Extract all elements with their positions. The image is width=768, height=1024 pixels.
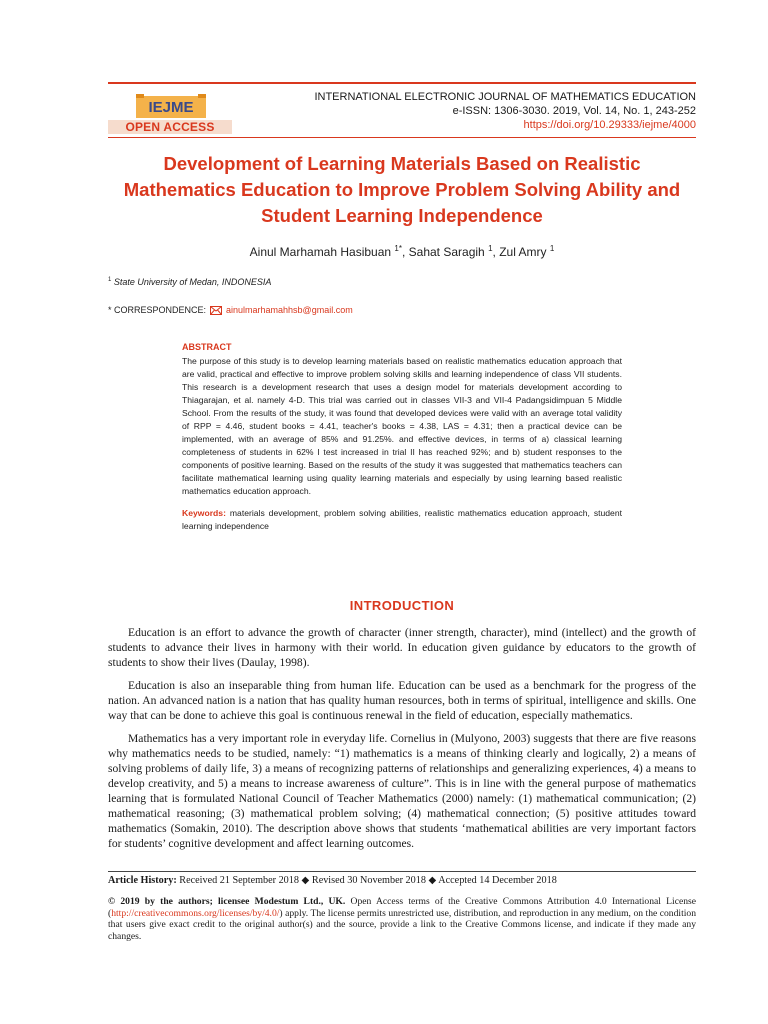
author-name: Ainul Marhamah Hasibuan	[249, 245, 392, 259]
affiliation	[108, 277, 271, 287]
open-access-badge: OPEN ACCESS	[108, 120, 232, 134]
keywords	[182, 507, 622, 533]
abstract-text: The purpose of this study is to develop learning materials based on realistic mathematics education approach that are valid, practical and effective to improve problem solving skills and learning independence of class VII students. This research is a development research that uses a design model for materials development according to Thiagarajan, et al. namely 4-D. This trial was carried out in classes VII-3 and VII-4 Padangsidimpuan 5 Middle School. From the results of the study, it was found that developed devices were valid with an average total validity of RPP = 4.46, student books = 4.41, teacher's books = 4.38, LAS = 4.31; then a practical device can be implemented, with an average of 85% and 91.25%. and effective devices, in terms of a) classical learning completeness of students in 62% I test increased in trial II has reached 92%; and b) student responses to the components of positive learning. Based on the results of the study it was suggested that mathematics teachers can facilitate mathematical learning using quality learning materials and especially by using learning based realistic mathematics education approach.	[182, 356, 622, 496]
history-text: Received 21 September 2018 ◆ Revised 30 November 2018 ◆ Accepted 14 December 2018	[179, 875, 557, 886]
correspondence-label: * CORRESPONDENCE:	[108, 305, 207, 315]
journal-name: INTERNATIONAL ELECTRONIC JOURNAL OF MATHEMATICS EDUCATION	[314, 91, 696, 103]
author-sup: 1	[488, 244, 493, 253]
author-name: Zul Amry	[499, 245, 547, 259]
abstract-heading: ABSTRACT	[182, 342, 232, 352]
history-label: Article History:	[108, 875, 177, 886]
introduction-body	[108, 625, 696, 859]
author-sup: 1	[549, 244, 555, 253]
author-sup: 1*	[394, 244, 402, 253]
author-name: Sahat Saragih	[408, 245, 485, 259]
correspondence-email[interactable]: ainulmarhamahhsb@gmail.com	[226, 305, 353, 315]
title-line-1: Development of Learning Materials Based on Realistic	[163, 153, 641, 174]
license-bold: © 2019 by the authors; licensee Modestum Ltd., UK.	[108, 896, 346, 907]
footer-rule	[108, 871, 696, 872]
keywords-text: materials development, problem solving abilities, realistic mathematics education approach, student learning independence	[182, 508, 623, 531]
article-history	[108, 875, 696, 886]
header-top-rule	[108, 82, 696, 84]
license-text-2: ) apply. The license permits unrestricted use, distribution, and reproduction in any medium, on the condition that users give exact credit to the original author(s) and the source, provide a link to the Creative Commons license, and indicate if they made any changes.	[108, 907, 696, 942]
license-link[interactable]: http://creativecommons.org/licenses/by/4.0/	[111, 907, 280, 919]
title-line-3: Student Learning Independence	[261, 205, 543, 226]
iejme-logo-graphic	[136, 94, 206, 118]
paragraph: Mathematics has a very important role in everyday life. Cornelius in (Mulyono, 2003) suggests that there are five reasons why mathematics needs to be studied, namely: “1) mathematics is a means of thinking clearly and logically, 2) a means of solving problems of daily life, 3) a means of recognizing patterns of relationships and generalizing experiences, 4) a means to develop creativity, and 5) a means to increase awareness of culture”. This is in line with the general purpose of mathematics learning that is formulated National Council of Teacher Mathematics (2000) namely: (1) mathematical communication; (2) mathematical reasoning; (3) mathematical problem solving; (4) mathematical connection; (5) positive attitudes toward mathematics (Somakin, 2010). The description above shows that students ‘mathematical abilities are very important factors for students’ cognitive development and affect learning outcomes.	[108, 732, 696, 850]
introduction-heading: INTRODUCTION	[349, 598, 455, 613]
journal-info	[314, 90, 696, 132]
abstract-section	[182, 342, 622, 533]
title-line-2: Mathematics Education to Improve Problem Solving Ability and	[123, 179, 681, 200]
affiliation-text: State University of Medan, INDONESIA	[113, 277, 272, 287]
paragraph: Education is an effort to advance the growth of character (inner strength, character), mind (intellect) and the growth of students to advance their lives in harmony with their world. In education given guidance by educators to the growth of students to show their lives (Daulay, 1998).	[108, 626, 696, 669]
license-text-1: Open Access terms of the Creative Commons Attribution 4.0 International License (	[108, 896, 696, 919]
paper-title	[108, 151, 696, 229]
author-list: Ainul Marhamah Hasibuan $^{1*}$, Sahat Saragih $^1$, Zul Amry $^1$	[249, 244, 555, 259]
license-notice	[108, 896, 696, 942]
doi-link[interactable]: https://doi.org/10.29333/iejme/4000	[523, 119, 696, 131]
paragraph: Education is also an inseparable thing from human life. Education can be used as a benchmark for the progress of the nation. An advanced nation is a nation that has quality human resources, both in terms of spiritual, intelligence and skills. One way that can be done to achieve this goal is continuous renewal in the field of education, especially mathematics.	[108, 679, 696, 722]
journal-logo	[108, 94, 232, 134]
header-bottom-rule	[108, 137, 696, 138]
affiliation-sup: 1	[108, 277, 112, 283]
envelope-icon	[210, 306, 222, 315]
issn-line: e-ISSN: 1306-3030. 2019, Vol. 14, No. 1, 243-252	[452, 105, 696, 117]
logo-text: IEJME	[148, 99, 194, 116]
keywords-label: Keywords:	[182, 508, 226, 518]
correspondence	[108, 305, 353, 315]
